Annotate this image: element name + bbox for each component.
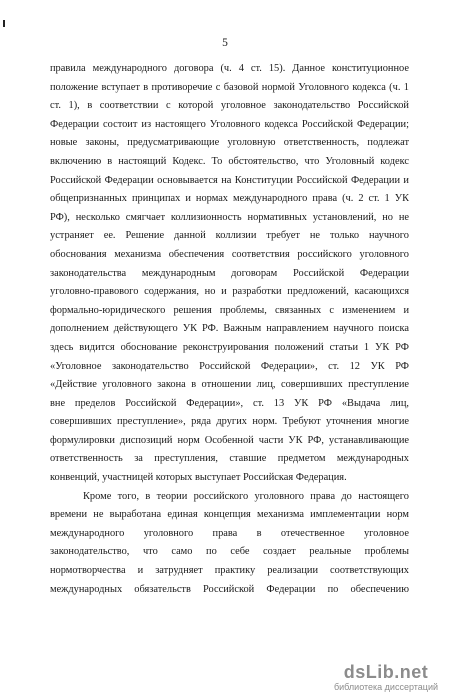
- text-line: конвенций, участницей которых выступает Российская Федерация.: [50, 472, 347, 484]
- site-watermark: [330, 662, 442, 693]
- text-line: обоснования механизма обеспечения соответствия российского уголовного: [50, 248, 409, 260]
- text-line: РФ), несколько смягчает коллизионность нормативных установлений, но не: [50, 211, 409, 223]
- text-line: положение вступает в противоречие с базовой нормой Уголовного кодекса (ч. 1: [50, 81, 409, 93]
- text-line: Федерации состоит из настоящего Уголовного кодекса Российской Федерации;: [50, 118, 409, 130]
- text-line: правила международного договора (ч. 4 ст. 15). Данное конституционное: [50, 63, 409, 74]
- paragraph-2: [50, 488, 409, 600]
- text-line: ст. 1), в соответствии с которой уголовное законодательство Российской: [50, 100, 409, 112]
- text-line: ответственность за преступления, ставшие предметом международных: [50, 453, 409, 465]
- paragraph-1: [50, 60, 409, 488]
- text-line: уголовно-правового содержания, но и разработки предложений, касающихся: [50, 286, 409, 298]
- text-line: здесь видится обоснование реконструирования положений статьи 1 УК РФ: [50, 341, 409, 353]
- text-line: формулировки диспозиций норм Особенной части УК РФ, устанавливающие: [50, 434, 409, 446]
- page-number: 5: [222, 37, 228, 49]
- text-line: «Действие уголовного закона в отношении лиц, совершивших преступление: [50, 379, 409, 391]
- text-line: новые законы, предусматривающие уголовную ответственность, подлежат: [50, 137, 409, 149]
- scan-edge-mark: [3, 20, 5, 27]
- watermark-logo: dsLib.net: [343, 662, 429, 682]
- text-line: Кроме того, в теории российского уголовного права до настоящего: [83, 490, 409, 502]
- watermark-subtitle: библиотека диссертаций: [333, 682, 438, 692]
- text-line: формально-юридического решения проблемы, связанных с изменением и: [50, 304, 409, 316]
- text-line: времени не выработана единая концепция механизма имплементации норм: [50, 509, 409, 521]
- document-body: [50, 60, 409, 599]
- text-line: нормотворчества и затрудняет практику реализации соответствующих: [50, 565, 409, 577]
- text-line: вне пределов Российской Федерации», ст. 13 УК РФ «Выдача лиц,: [50, 397, 409, 409]
- text-line: совершивших преступление», ряда других норм. Требуют уточнения многие: [50, 416, 409, 428]
- text-line: международных обязательств Российской Федерации по обеспечению: [50, 583, 409, 595]
- text-line: «Уголовное законодательство Российской Федерации», ст. 12 УК РФ: [50, 360, 409, 372]
- text-line: общепризнанных принципах и нормах международного права (ч. 2 ст. 1 УК: [50, 193, 409, 205]
- text-line: законодательства международным договорам Российской Федерации: [50, 267, 409, 279]
- text-line: дополнением действующего УК РФ. Важным направлением научного поиска: [50, 323, 409, 335]
- text-line: устраняет ее. Решение данной коллизии требует не только научного: [50, 230, 409, 242]
- text-line: международного уголовного права в отечественное уголовное: [50, 527, 409, 539]
- text-line: законодательство, что само по себе создает реальные проблемы: [50, 546, 409, 558]
- text-line: Российской Федерации основывается на Конституции Российской Федерации и: [50, 174, 409, 186]
- text-line: включению в настоящий Кодекс. То обстоятельство, что Уголовный кодекс: [50, 155, 409, 167]
